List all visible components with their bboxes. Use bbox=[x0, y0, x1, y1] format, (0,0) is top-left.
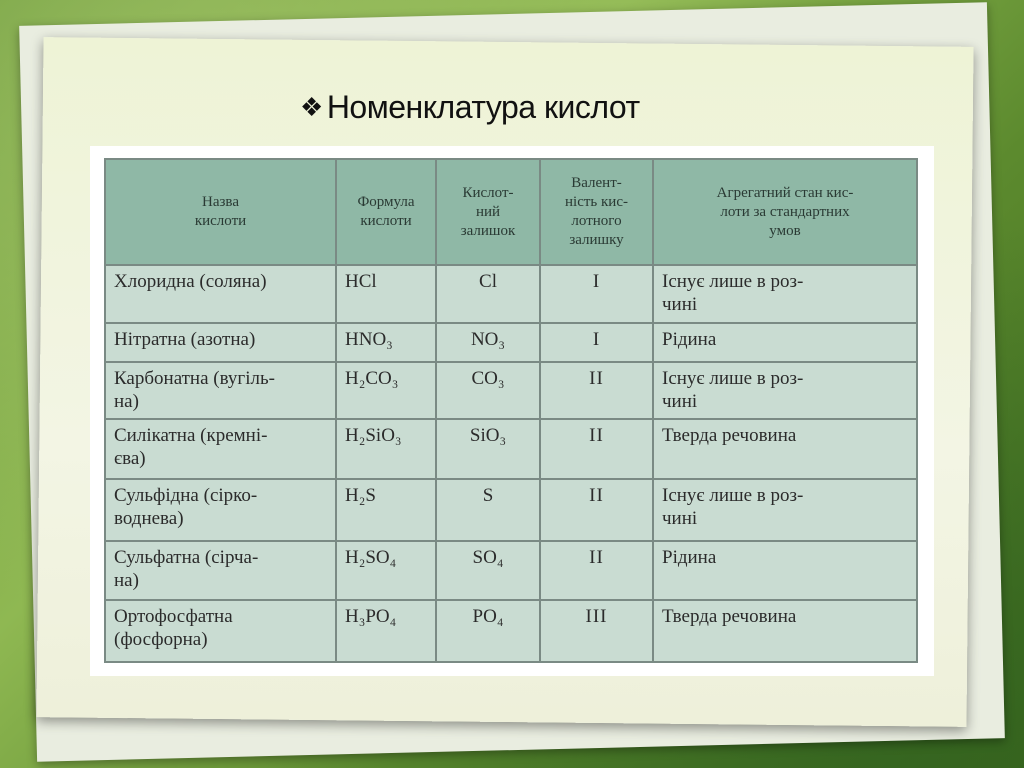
cell-residue: S bbox=[436, 479, 540, 541]
cell-valence: I bbox=[540, 265, 653, 323]
cell-acid-name: Сульфідна (сірко- воднева) bbox=[105, 479, 336, 541]
cell-state: Рідина bbox=[653, 323, 917, 362]
cell-residue: PO₄ bbox=[436, 600, 540, 662]
cell-formula: H₂CO₃ bbox=[336, 362, 436, 420]
cell-state: Тверда речовина bbox=[653, 600, 917, 662]
table-row bbox=[105, 362, 917, 420]
header-acid-name: Назва кислоти bbox=[105, 159, 336, 265]
header-aggregate-state: Агрегатний стан кис- лоти за стандартних умов bbox=[653, 159, 917, 265]
cell-residue: Cl bbox=[436, 265, 540, 323]
slide-title bbox=[300, 85, 640, 129]
cell-acid-name: Хлоридна (соляна) bbox=[105, 265, 336, 323]
cell-acid-name: Карбонатна (вугіль- на) bbox=[105, 362, 336, 420]
cell-formula: H₂SO₄ bbox=[336, 541, 436, 601]
cell-acid-name: Силікатна (кремні- єва) bbox=[105, 419, 336, 479]
cell-formula: HNO₃ bbox=[336, 323, 436, 362]
table-row bbox=[105, 600, 917, 662]
table-row bbox=[105, 265, 917, 323]
header-valence: Валент- ність кис- лотного залишку bbox=[540, 159, 653, 265]
cell-state: Існує лише в роз- чині bbox=[653, 265, 917, 323]
slide-title-text: Номенклатура кислот bbox=[326, 88, 640, 125]
cell-valence: III bbox=[540, 600, 653, 662]
table-header-row bbox=[105, 159, 917, 265]
cell-formula: H₃PO₄ bbox=[336, 600, 436, 662]
acids-table bbox=[104, 158, 918, 663]
cell-acid-name: Сульфатна (сірча- на) bbox=[105, 541, 336, 601]
bullet-diamond-icon: ❖ bbox=[300, 92, 323, 122]
table-row bbox=[105, 541, 917, 601]
cell-valence: II bbox=[540, 541, 653, 601]
cell-formula: H₂SiO₃ bbox=[336, 419, 436, 479]
cell-valence: I bbox=[540, 323, 653, 362]
table-row bbox=[105, 323, 917, 362]
cell-residue: NO₃ bbox=[436, 323, 540, 362]
cell-valence: II bbox=[540, 479, 653, 541]
cell-valence: II bbox=[540, 419, 653, 479]
table-row bbox=[105, 479, 917, 541]
cell-residue: SiO₃ bbox=[436, 419, 540, 479]
cell-state: Існує лише в роз- чині bbox=[653, 479, 917, 541]
cell-residue: SO₄ bbox=[436, 541, 540, 601]
header-acid-residue: Кислот- ний залишок bbox=[436, 159, 540, 265]
cell-residue: CO₃ bbox=[436, 362, 540, 420]
cell-acid-name: Нітратна (азотна) bbox=[105, 323, 336, 362]
cell-formula: HCl bbox=[336, 265, 436, 323]
table-frame bbox=[90, 146, 934, 676]
header-formula: Формула кислоти bbox=[336, 159, 436, 265]
cell-state: Існує лише в роз- чині bbox=[653, 362, 917, 420]
cell-formula: H₂S bbox=[336, 479, 436, 541]
cell-acid-name: Ортофосфатна (фосфорна) bbox=[105, 600, 336, 662]
cell-valence: II bbox=[540, 362, 653, 420]
table-row bbox=[105, 419, 917, 479]
cell-state: Тверда речовина bbox=[653, 419, 917, 479]
cell-state: Рідина bbox=[653, 541, 917, 601]
